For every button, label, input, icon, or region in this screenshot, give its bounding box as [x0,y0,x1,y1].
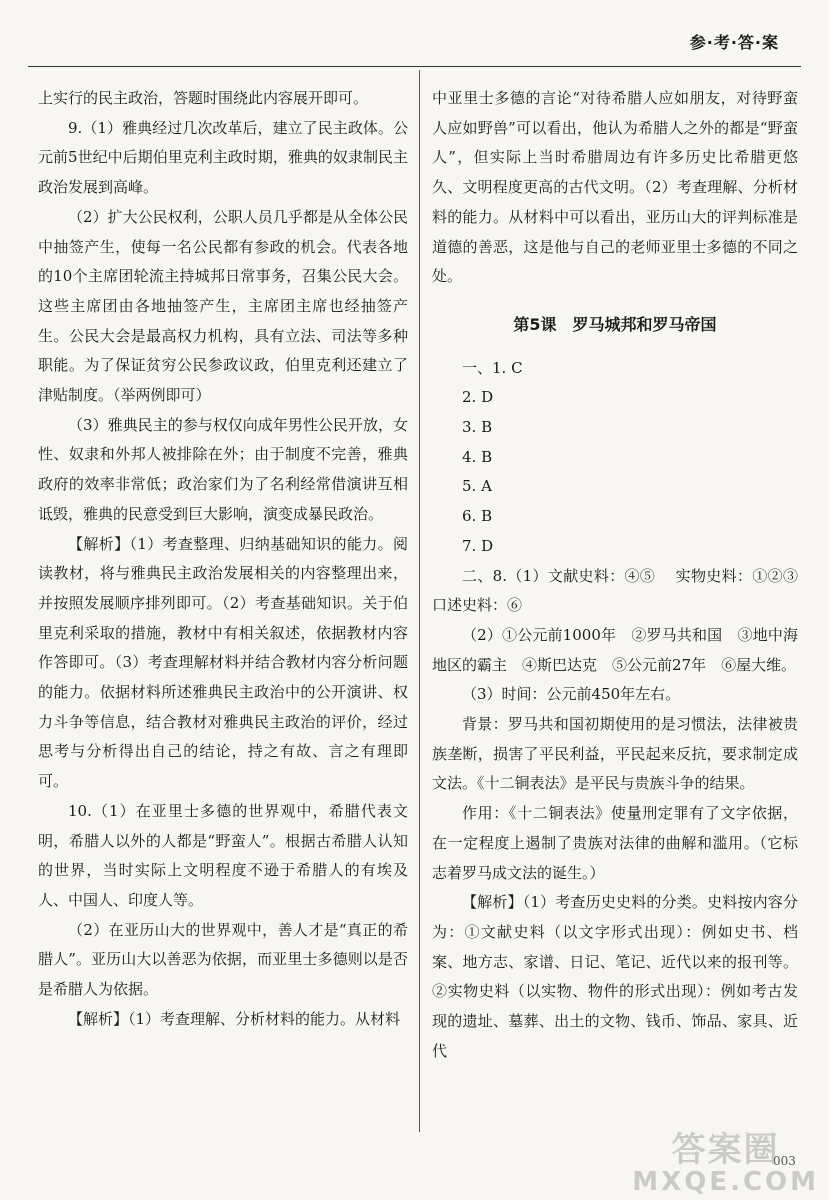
mc-answer: 6. B [462,507,493,526]
right-column [432,84,798,1067]
page-number: 003 [773,1154,796,1168]
right-paragraph: 二、8.（1）文献史料：④⑤ 实物史料：①②③口述史料：⑥ [432,566,798,615]
left-paragraph: 10.（1）在亚里士多德的世界观中，希腊代表文明，希腊人以外的人都是“野蛮人”。根据古希腊人认知的世界，当时实际上文明程度不逊于希腊人的有埃及人、中国人、印度人等。 [38,801,408,909]
mc-answer: 2. D [462,388,494,407]
left-paragraph: （3）雅典民主的参与权仅向成年男性公民开放，女性、奴隶和外邦人被排除在外；由于制度不完善，雅典政府的效率非常低；政治家们为了名利经常借演讲互相诋毁，雅典的民意受到巨大影响，演变成暴民政治。 [38,415,408,523]
mc-answer: 3. B [462,418,493,437]
left-paragraph: 上实行的民主政治，答题时围绕此内容展开即可。 [38,89,369,107]
header-rule [28,66,801,67]
watermark-subtitle: MXQE.COM [632,1166,819,1197]
right-paragraph: 中亚里士多德的言论“对待希腊人应如朋友，对待野蛮人应如野兽”可以看出，他认为希腊人之外的都是“野蛮人”，但实际上当时希腊周边有许多历史比希腊更悠久、文明程度更高的古代文明。（2）考查理解、分析材料的能力。从材料中可以看出，亚历山大的评判标准是道德的善恶，这是他与自己的老师亚里士多德的不同之处。 [432,89,798,286]
left-paragraph: 【解析】（1）考查整理、归纳基础知识的能力。阅读教材，将与雅典民主政治发展相关的内容整理出来，并按照发展顺序排列即可。（2）考查基础知识。关于伯里克利采取的措施，教材中有相关叙述，依据教材内容作答即可。（3）考查理解材料并结合教材内容分析问题的能力。依据材料所述雅典民主政治中的公开演讲、权力斗争等信息，结合教材对雅典民主政治的评价，经过思考与分析得出自己的结论，持之有故、言之有理即可。 [38,534,408,791]
right-paragraph: （2）①公元前1000年 ②罗马共和国 ③地中海地区的霸主 ④斯巴达克 ⑤公元前27年 ⑥屋大维。 [432,625,798,674]
left-paragraph: 【解析】（1）考查理解、分析材料的能力。从材料 [68,1009,401,1028]
left-paragraph: （2）扩大公民权利，公职人员几乎都是从全体公民中抽签产生，使每一名公民都有参政的机会。代表各地的10个主席团轮流主持城邦日常事务，召集公民大会。这些主席团由各地抽签产生，主席团主席也经抽签产生。公民大会是最高权力机构，具有立法、司法等多种职能。为了保证贫穷公民参政议政，伯里克利还建立了津贴制度。（举两例即可） [38,207,408,405]
mc-answer: 4. B [462,447,493,466]
right-paragraph: 背景：罗马共和国初期使用的是习惯法，法律被贵族垄断，损害了平民利益，平民起来反抗，要求制定成文法。《十二铜表法》是平民与贵族斗争的结果。 [432,715,798,793]
right-paragraph: 【解析】（1）考查历史史料的分类。史料按内容分为：①文献史料（以文字形式出现）：例如史书、档案、地方志、家谱、日记、笔记、近代以来的报刊等。②实物史料（以实物、物件的形式出现）：例如考古发现的遗址、墓葬、出土的文物、钱币、饰品、家具、近代 [432,893,798,1060]
lesson-title: 第5课 罗马城邦和罗马帝国 [513,314,717,334]
right-paragraph: （3）时间：公元前450年左右。 [462,685,681,704]
mc-answer: 7. D [462,536,494,555]
right-paragraph: 作用：《十二铜表法》使量刑定罪有了文字依据，在一定程度上遏制了贵族对法律的曲解和滥用。（它标志着罗马成文法的诞生。） [432,804,798,882]
mc-answer: 5. A [462,477,492,496]
column-divider [419,70,420,1132]
left-column [38,84,408,1035]
page-header-label: 参·考·答·案 [689,33,779,52]
mc-answer: 一、1. C [462,358,523,377]
watermark-title: 答案圈 [671,1130,780,1171]
left-paragraph: 9.（1）雅典经过几次改革后，建立了民主政体。公元前5世纪中后期伯里克利主政时期，雅典的奴隶制民主政治发展到高峰。 [38,118,408,197]
left-paragraph: （2）在亚历山大的世界观中，善人才是“真正的希腊人”。亚历山大以善恶为依据，而亚里士多德则以是否是希腊人为依据。 [38,920,408,999]
watermark [632,1130,819,1197]
